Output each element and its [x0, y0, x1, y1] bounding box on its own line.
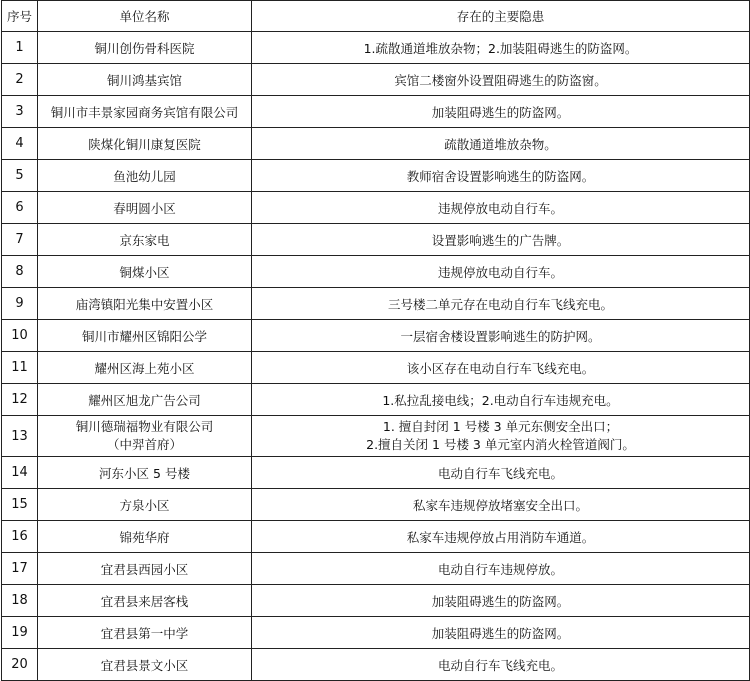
row-unit-name: 宜君县第一中学 — [38, 617, 252, 649]
table-row — [2, 489, 750, 521]
row-unit-name: 锦苑华府 — [38, 521, 252, 553]
table-row — [2, 224, 750, 256]
row-unit-name: 耀州区海上苑小区 — [38, 352, 252, 384]
row-number: 12 — [2, 384, 38, 416]
row-hazard: 1.疏散通道堆放杂物；2.加装阻碍逃生的防盗网。 — [252, 32, 750, 64]
row-unit-name: 陕煤化铜川康复医院 — [38, 128, 252, 160]
table-header-row — [2, 1, 750, 32]
table-row — [2, 256, 750, 288]
row-unit-name: 铜川鸿基宾馆 — [38, 64, 252, 96]
row-number: 17 — [2, 553, 38, 585]
row-hazard: 违规停放电动自行车。 — [252, 192, 750, 224]
hazard-table — [1, 0, 750, 681]
row-hazard: 加装阻碍逃生的防盗网。 — [252, 585, 750, 617]
table-row — [2, 457, 750, 489]
row-hazard: 设置影响逃生的广告牌。 — [252, 224, 750, 256]
table-row — [2, 585, 750, 617]
row-number: 10 — [2, 320, 38, 352]
row-hazard: 教师宿舍设置影响逃生的防盗网。 — [252, 160, 750, 192]
table-row — [2, 617, 750, 649]
row-hazard — [252, 416, 750, 457]
unit-name-line: （中羿首府） — [106, 437, 182, 452]
row-hazard: 一层宿舍楼设置影响逃生的防护网。 — [252, 320, 750, 352]
row-unit-name: 铜川创伤骨科医院 — [38, 32, 252, 64]
row-unit-name: 春明圆小区 — [38, 192, 252, 224]
header-number: 序号 — [2, 1, 38, 32]
row-unit-name: 宜君县西园小区 — [38, 553, 252, 585]
row-unit-name: 铜煤小区 — [38, 256, 252, 288]
row-unit-name: 庙湾镇阳光集中安置小区 — [38, 288, 252, 320]
hazard-line: 1. 擅自封闭 1 号楼 3 单元东侧安全出口； — [382, 419, 619, 434]
row-unit-name: 宜君县来居客栈 — [38, 585, 252, 617]
table-row — [2, 521, 750, 553]
row-hazard: 三号楼二单元存在电动自行车飞线充电。 — [252, 288, 750, 320]
table-row — [2, 416, 750, 457]
row-number: 9 — [2, 288, 38, 320]
row-number: 7 — [2, 224, 38, 256]
row-hazard: 该小区存在电动自行车飞线充电。 — [252, 352, 750, 384]
row-unit-name — [38, 416, 252, 457]
row-number: 8 — [2, 256, 38, 288]
row-hazard: 宾馆二楼窗外设置阻碍逃生的防盗窗。 — [252, 64, 750, 96]
row-hazard: 私家车违规停放堵塞安全出口。 — [252, 489, 750, 521]
row-number: 11 — [2, 352, 38, 384]
row-number: 3 — [2, 96, 38, 128]
row-unit-name: 鱼池幼儿园 — [38, 160, 252, 192]
table-row — [2, 64, 750, 96]
row-number: 20 — [2, 649, 38, 681]
table-row — [2, 352, 750, 384]
row-unit-name: 宜君县景文小区 — [38, 649, 252, 681]
table-row — [2, 320, 750, 352]
row-unit-name: 铜川市丰景家园商务宾馆有限公司 — [38, 96, 252, 128]
row-number: 18 — [2, 585, 38, 617]
unit-name-line: 铜川德瑞福物业有限公司 — [75, 419, 214, 434]
table-row — [2, 96, 750, 128]
row-hazard: 电动自行车飞线充电。 — [252, 457, 750, 489]
row-hazard: 加装阻碍逃生的防盗网。 — [252, 96, 750, 128]
row-unit-name: 京东家电 — [38, 224, 252, 256]
row-hazard: 疏散通道堆放杂物。 — [252, 128, 750, 160]
table-row — [2, 32, 750, 64]
hazard-line: 2.擅自关闭 1 号楼 3 单元室内消火栓管道阀门。 — [366, 437, 635, 452]
row-number: 19 — [2, 617, 38, 649]
table-row — [2, 553, 750, 585]
row-number: 4 — [2, 128, 38, 160]
row-number: 5 — [2, 160, 38, 192]
row-number: 16 — [2, 521, 38, 553]
row-hazard: 违规停放电动自行车。 — [252, 256, 750, 288]
table-row — [2, 128, 750, 160]
row-hazard: 加装阻碍逃生的防盗网。 — [252, 617, 750, 649]
row-unit-name: 铜川市耀州区锦阳公学 — [38, 320, 252, 352]
table-row — [2, 288, 750, 320]
table-row — [2, 160, 750, 192]
row-hazard: 电动自行车飞线充电。 — [252, 649, 750, 681]
table-row — [2, 384, 750, 416]
header-unit-name: 单位名称 — [38, 1, 252, 32]
row-number: 2 — [2, 64, 38, 96]
row-number: 6 — [2, 192, 38, 224]
row-hazard: 电动自行车违规停放。 — [252, 553, 750, 585]
table-row — [2, 649, 750, 681]
row-number: 15 — [2, 489, 38, 521]
row-unit-name: 耀州区旭龙广告公司 — [38, 384, 252, 416]
row-unit-name: 河东小区 5 号楼 — [38, 457, 252, 489]
row-number: 1 — [2, 32, 38, 64]
table-row — [2, 192, 750, 224]
header-main-hazards: 存在的主要隐患 — [252, 1, 750, 32]
row-number: 13 — [2, 416, 38, 457]
row-hazard: 私家车违规停放占用消防车通道。 — [252, 521, 750, 553]
row-unit-name: 方泉小区 — [38, 489, 252, 521]
row-number: 14 — [2, 457, 38, 489]
row-hazard: 1.私拉乱接电线；2.电动自行车违规充电。 — [252, 384, 750, 416]
